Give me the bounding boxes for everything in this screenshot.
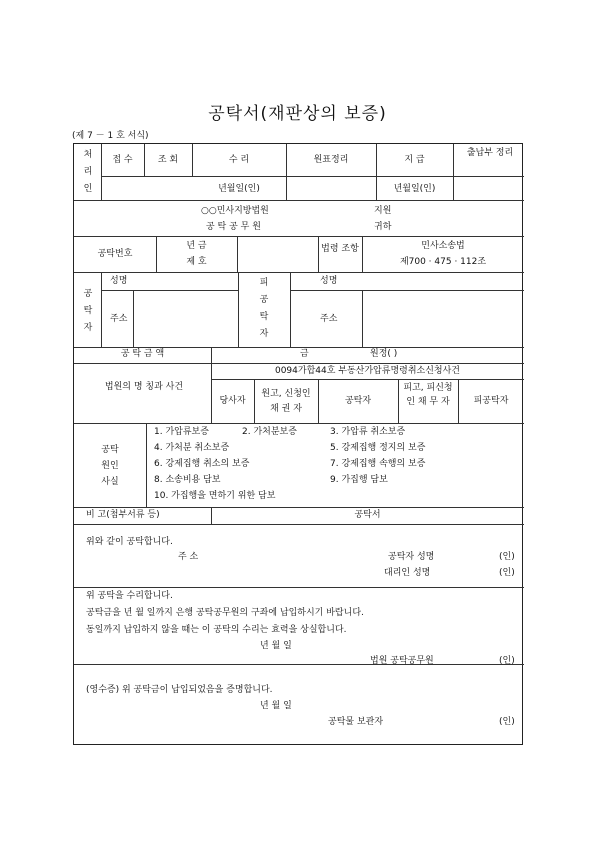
reason-item: 5. 강제집행 정지의 보증 [330, 443, 426, 453]
acceptance-line2: 공탁금을 년 월 일까지 은행 공탁공무원의 구좌에 납입하시기 바랍니다. [86, 608, 364, 618]
reason-item: 9. 가집행 담보 [330, 475, 388, 485]
reason-item: 8. 소송비용 담보 [154, 475, 221, 485]
receipt-line1: (영수증) 위 공탁금이 납입되었음을 증명합니다. [86, 685, 273, 695]
receipt-seal: (인) [499, 717, 515, 727]
remarks-value: 공탁서 [354, 510, 381, 520]
depositor-signature: 공탁자 성명 [388, 552, 435, 562]
court-officer: 공 탁 공 무 원 [206, 222, 261, 232]
inquiry-col: 조 회 [157, 155, 179, 165]
court-honorific: 귀하 [374, 222, 392, 232]
receipt-date: 년 월 일 [260, 701, 292, 711]
depositor-name-label: 성명 [110, 276, 128, 286]
amount-prefix: 금 [300, 349, 309, 359]
handler-label: 처 리 인 [83, 150, 93, 194]
payment-col: 지 급 [404, 155, 425, 165]
amount-label: 공 탁 금 액 [120, 349, 165, 359]
court-branch: 지원 [374, 206, 392, 216]
case-name: 0094가합44호 부동산가압류명령취소신청사건 [274, 366, 461, 376]
agent-signature: 대리인 성명 [384, 568, 431, 578]
declaration-addr: 주 소 [178, 552, 199, 562]
acceptance-date: 년 월 일 [260, 641, 292, 651]
declaration-text: 위와 같이 공탁합니다. [86, 537, 173, 547]
depositee-addr-label: 주소 [320, 314, 338, 324]
acceptance-date: 년월일(인) [218, 184, 260, 194]
remarks-label: 비 고(첨부서류 등) [86, 510, 160, 520]
reason-item: 10. 가집행을 면하기 위한 담보 [154, 491, 276, 501]
acceptance-line1: 위 공탁을 수리합니다. [86, 591, 173, 601]
document-title: 공탁서(재판상의 보증) [208, 104, 387, 124]
acceptance-officer: 법원 공탁공무원 [370, 656, 434, 666]
case-label: 법원의 명 칭과 사건 [104, 382, 184, 392]
form-number: (제 7 － 1 호 서식) [72, 131, 149, 141]
reason-item: 6. 강제집행 취소의 보증 [154, 459, 250, 469]
court-name: ○○민사지방법원 [201, 206, 269, 216]
reason-item: 7. 강제집행 속행의 보증 [330, 459, 426, 469]
receipt-keeper: 공탁물 보관자 [328, 717, 384, 727]
payment-date: 년월일(인) [393, 184, 436, 194]
deposit-number: 제 호 [186, 257, 207, 267]
acceptance-line3: 동일까지 납입하지 않을 때는 이 공탁의 수리는 효력을 상실합니다. [86, 625, 347, 635]
acceptance-col: 수 리 [228, 155, 250, 165]
law-articles: 제700 · 475 · 112조 [399, 257, 487, 267]
defendant-label: 피고, 피신청인 채 무 자 [403, 383, 453, 407]
agent-seal: (인) [499, 568, 515, 578]
ledger-col: 원표정리 [313, 155, 349, 165]
party-label: 당사자 [219, 396, 246, 406]
reason-item: 4. 가처분 취소보증 [154, 443, 230, 453]
case-depositee: 피공탁자 [473, 396, 509, 406]
acceptance-seal: (인) [499, 656, 515, 666]
receipt-col: 접 수 [112, 155, 133, 165]
case-depositor: 공탁자 [344, 396, 372, 406]
deposit-form [73, 143, 523, 745]
depositor-addr-label: 주소 [110, 314, 128, 324]
law-name: 민사소송법 [421, 241, 465, 251]
law-label: 법령 조항 [321, 244, 359, 254]
reason-label: 공탁 원인 사실 [101, 445, 119, 487]
deposit-no-label: 공탁번호 [97, 249, 133, 259]
depositee-label: 피 공 탁 자 [259, 278, 269, 339]
depositee-name-label: 성명 [320, 276, 338, 286]
cashbook-col: 출납부 정리 [466, 148, 514, 158]
plaintiff-label: 원고, 신청인 채 권 자 [261, 389, 311, 414]
deposit-year: 년 금 [186, 241, 207, 251]
reason-item: 3. 가압류 취소보증 [330, 427, 406, 437]
depositor-label: 공 탁 자 [83, 289, 93, 333]
reason-item: 2. 가처분보증 [242, 427, 297, 437]
depositor-seal: (인) [499, 552, 515, 562]
reason-item: 1. 가압류보증 [154, 427, 209, 437]
amount-suffix: 원정( ) [370, 349, 398, 359]
